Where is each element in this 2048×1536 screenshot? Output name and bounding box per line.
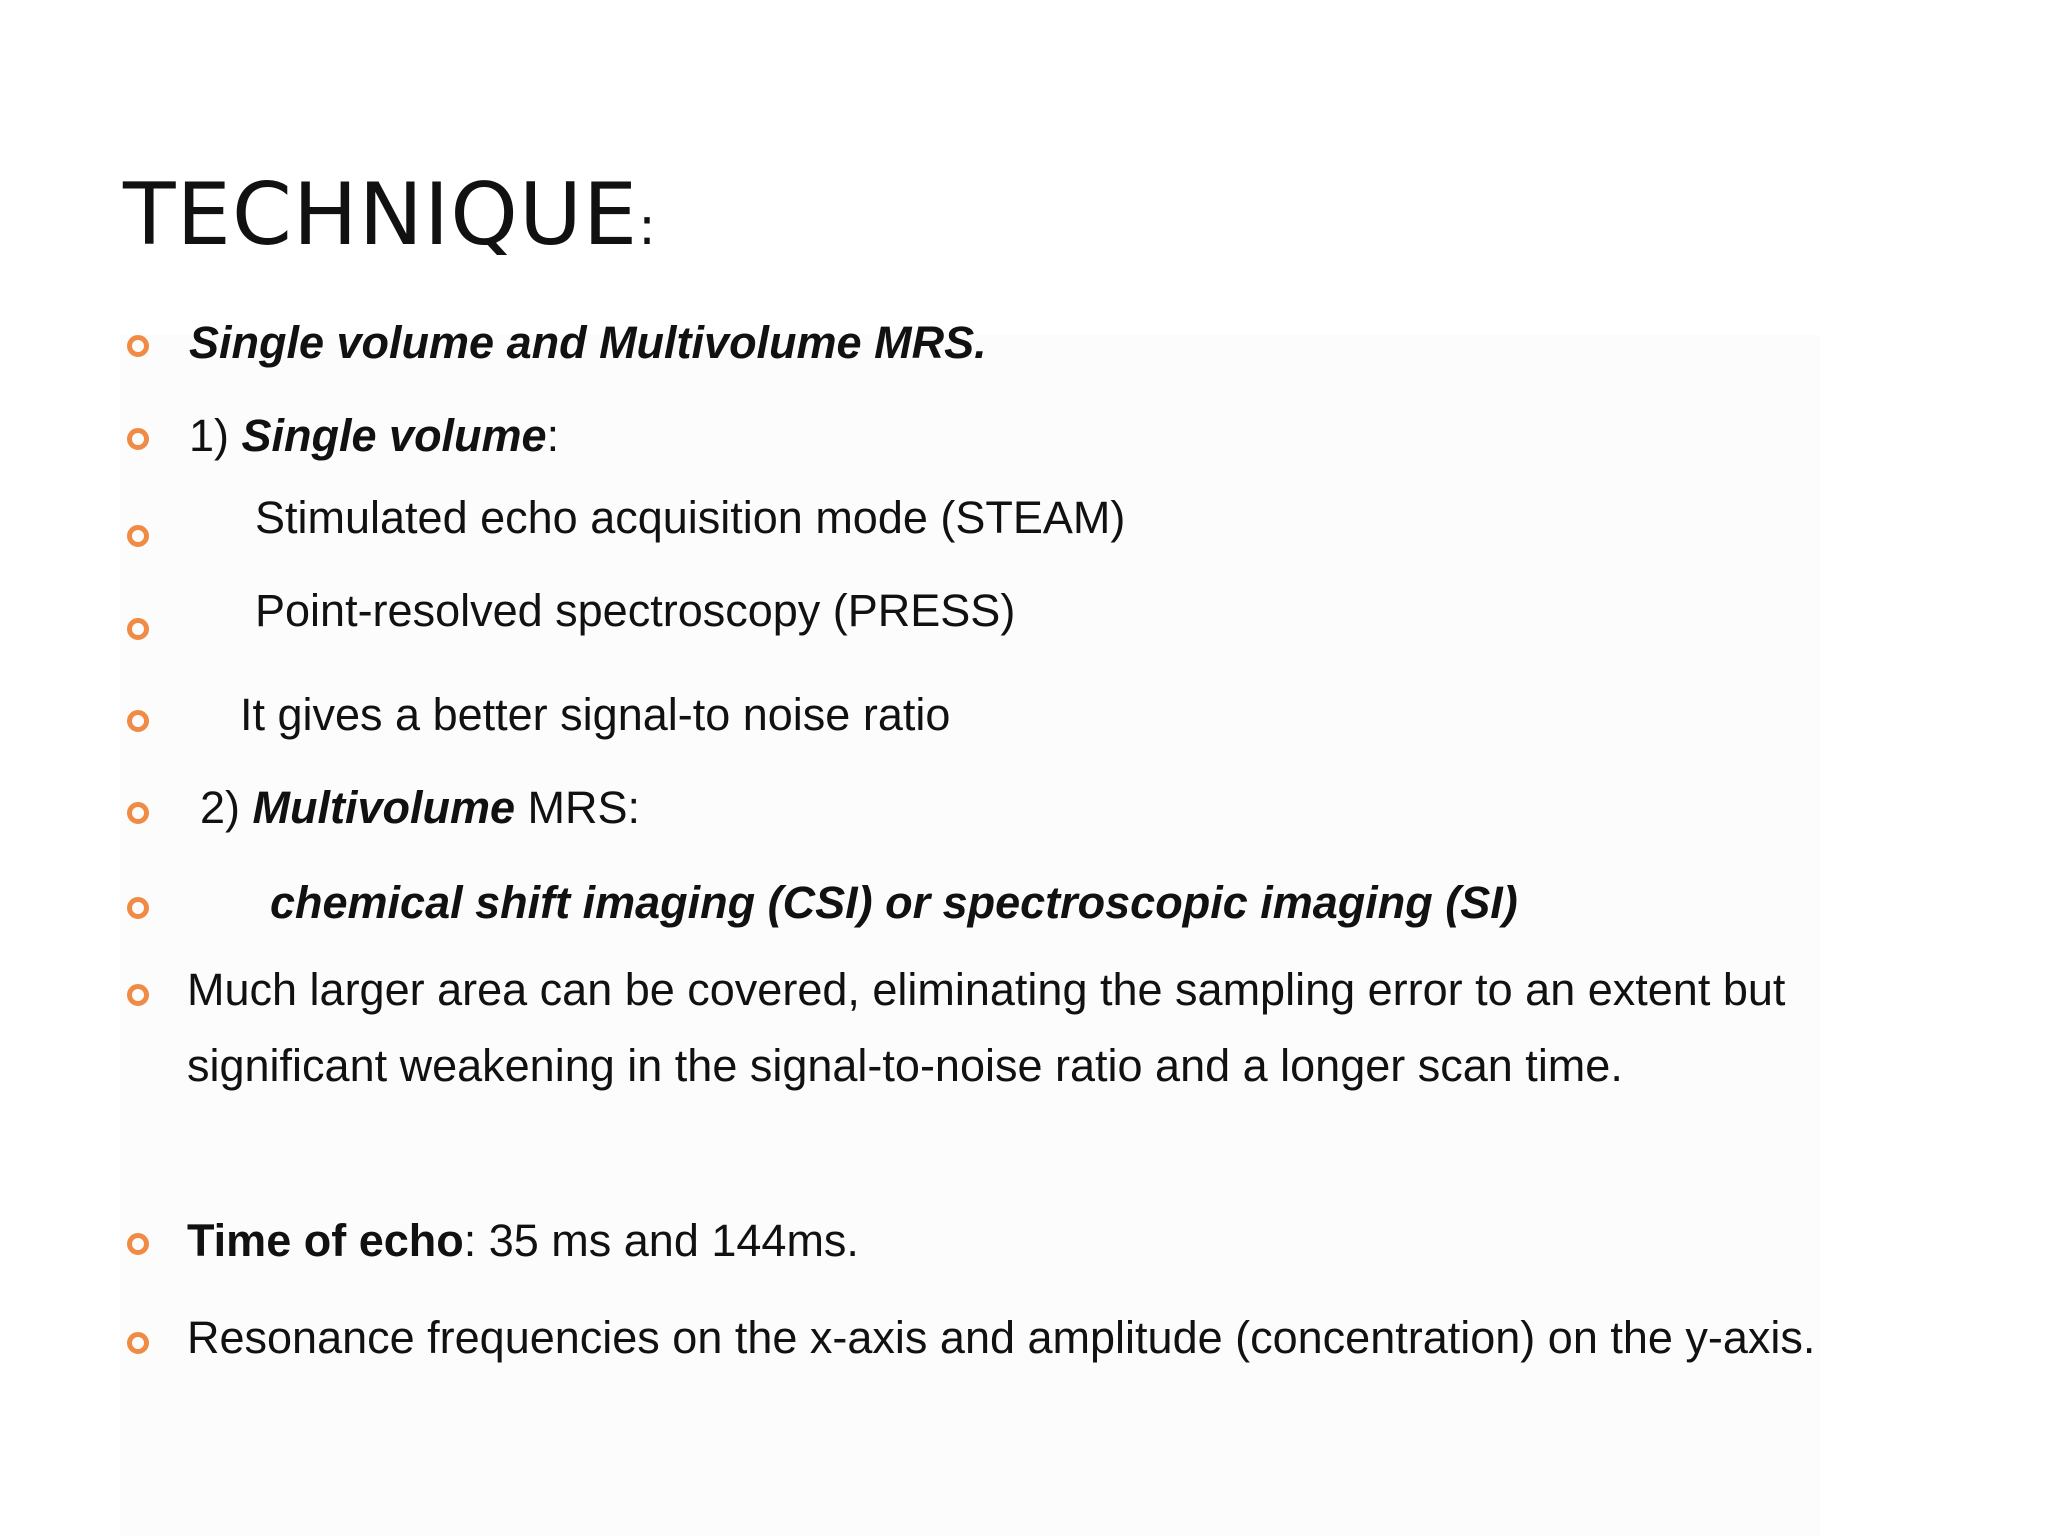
bullet-circle-icon [127,618,149,640]
bullet-text: Stimulated echo acquisition mode (STEAM) [255,492,1126,543]
bullet-text [187,1215,859,1266]
bullet-emphasis: Single volume [241,410,547,461]
bullet-emphasis: chemical shift imaging (CSI) or spectroscopic imaging (SI) [270,877,1518,928]
bullet-emphasis: Time of echo [187,1215,464,1266]
bullet-text: Point-resolved spectroscopy (PRESS) [255,585,1016,636]
slide-title-colon: : [638,197,657,257]
bullet-circle-icon [127,710,149,732]
bullet-text [200,782,641,833]
slide-title [123,165,657,265]
bullet-circle-icon [127,1332,149,1354]
bullet-suffix: : 35 ms and 144ms. [463,1215,859,1266]
bullet-emphasis: Multivolume [252,782,516,833]
bullet-text [189,317,987,368]
bullet-suffix: MRS: [515,782,641,833]
bullet-prefix: 2) [200,782,253,833]
bullet-text [270,877,1518,928]
bullet-circle-icon [127,525,149,547]
bullet-text: It gives a better signal-to noise ratio [240,689,951,740]
bullet-prefix: 1) [189,410,242,461]
bullet-circle-icon [127,802,149,824]
slide-title-text: TECHNIQUE [123,165,639,265]
bullet-text: Resonance frequencies on the x-axis and amplitude (concentration) on the y-axis. [187,1312,1816,1363]
bullet-emphasis: Single volume and Multivolume MRS. [189,317,987,368]
bullet-text: Much larger area can be covered, eliminating the sampling error to an extent but significant weakening in the signal-to-noise ratio and a longer scan time. [187,964,1786,1091]
bullet-circle-icon [127,1233,149,1255]
bullet-circle-icon [127,897,149,919]
bullet-suffix: : [546,410,560,461]
bullet-text [189,410,560,461]
bullet-circle-icon [127,984,149,1006]
bullet-circle-icon [127,428,149,450]
bullet-circle-icon [127,335,149,357]
